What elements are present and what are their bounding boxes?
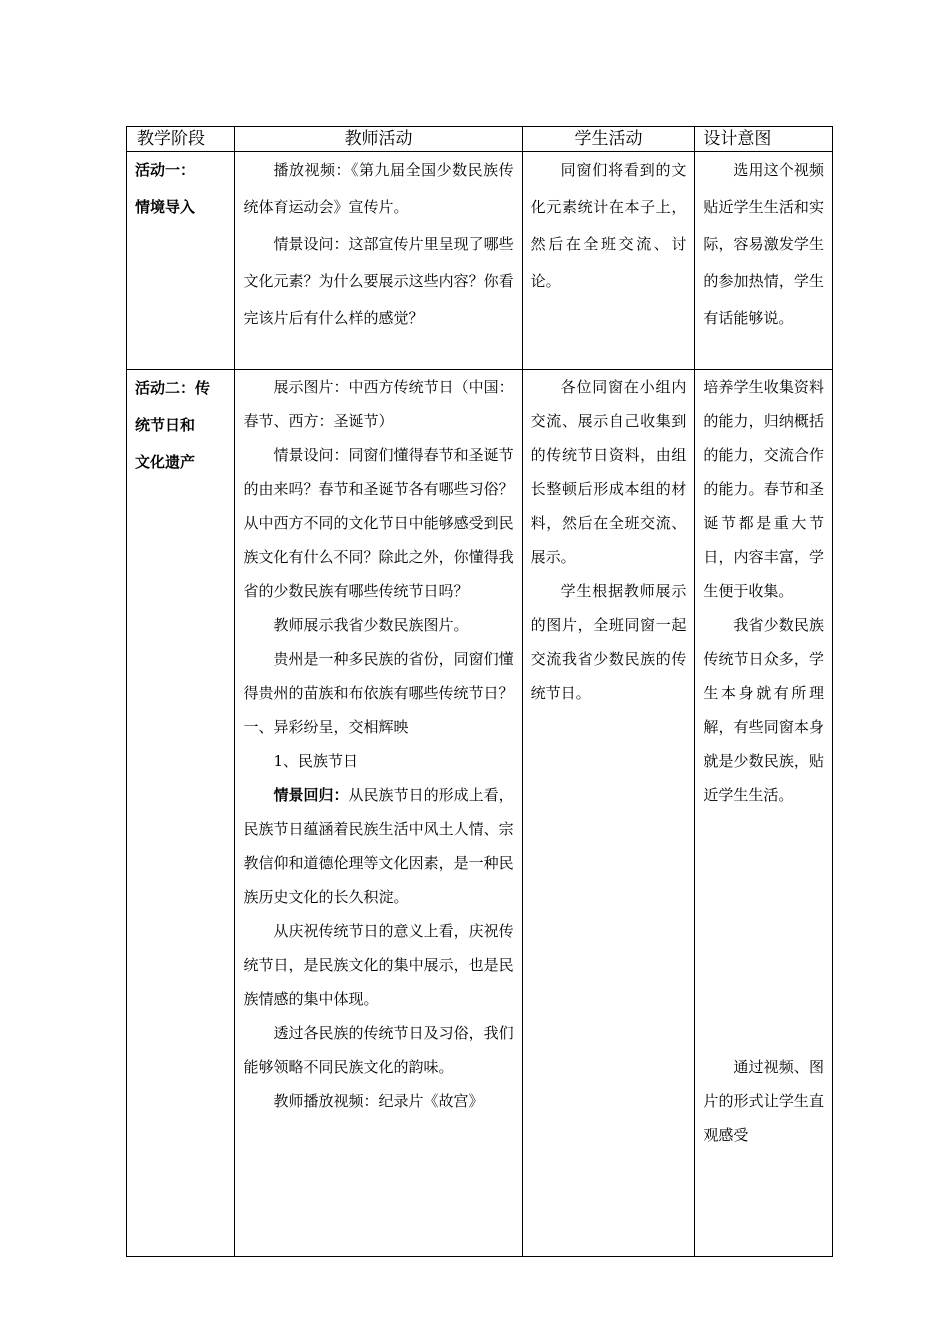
stage-line: 统节日和 — [135, 416, 196, 434]
header-design-intent: 设计意图 — [695, 127, 833, 152]
teacher-paragraph: 从庆祝传统节日的意义上看，庆祝传统节日，是民族文化的集中展示，也是民族情感的集中体现。 — [243, 922, 514, 1008]
scenario-text: 从民族节日的形成上看，民族节日蕴涵着民族生活中风土人情、宗教信仰和道德伦理等文化因素，是一种民族历史文化的长久积淀。 — [243, 786, 514, 906]
student-paragraph: 各位同窗在小组内交流、展示自己收集到的传统节日资料，由组长整顿后形成本组的材料，然后在全班交流、展示。 — [530, 378, 687, 566]
stage-line: 活动一： — [135, 161, 196, 179]
table-row — [127, 152, 833, 370]
stage-line: 文化遗产 — [135, 453, 196, 471]
teacher-paragraph: 展示图片：中西方传统节日（中国：春节、西方：圣诞节） — [243, 378, 514, 430]
stage-line: 情境导入 — [135, 198, 196, 216]
header-student-activity: 学生活动 — [522, 127, 695, 152]
stage-cell — [127, 370, 235, 1257]
teacher-paragraph: 教师展示我省少数民族图片。 — [273, 616, 469, 634]
lesson-plan-table — [126, 126, 833, 1257]
student-activity-cell — [522, 370, 695, 1257]
stage-line: 活动二：传 — [135, 379, 211, 397]
teacher-paragraph: 播放视频：《第九届全国少数民族传统体育运动会》宣传片。 — [243, 161, 514, 216]
stage-cell — [127, 152, 235, 370]
teacher-paragraph — [243, 778, 513, 914]
intent-paragraph: 选用这个视频贴近学生生活和实际，容易激发学生的参加热情，学生有话能够说。 — [703, 161, 824, 327]
table-row — [127, 370, 833, 1257]
design-intent-cell — [695, 152, 833, 370]
scenario-label: 情景回归： — [273, 786, 349, 804]
intent-paragraph: 通过视频、图片的形式让学生直观感受 — [703, 1058, 824, 1144]
header-teacher-activity: 教师活动 — [235, 127, 522, 152]
header-row — [127, 127, 833, 152]
teacher-paragraph: 情景设问：同窗们懂得春节和圣诞节的由来吗？春节和圣诞节各有哪些习俗？从中西方不同的文化节日中能够感受到民族文化有什么不同？除此之外，你懂得我省的少数民族有哪些传统节日吗？ — [243, 446, 514, 600]
subsection-heading: 1、民族节日 — [273, 752, 358, 770]
teacher-paragraph: 贵州是一种多民族的省份，同窗们懂得贵州的苗族和布依族有哪些传统节日？ — [243, 650, 514, 702]
teacher-activity-cell — [235, 152, 522, 370]
design-intent-cell — [695, 370, 833, 1257]
section-heading: 一、异彩纷呈，交相辉映 — [243, 718, 409, 736]
intent-paragraph: 培养学生收集资料的能力，归纳概括的能力，交流合作的能力。春节和圣诞节都是重大节日，内容丰富，学生便于收集。 — [703, 378, 824, 600]
student-activity-cell — [522, 152, 695, 370]
teacher-activity-cell — [235, 370, 522, 1257]
teacher-paragraph: 透过各民族的传统节日及习俗，我们能够领略不同民族文化的韵味。 — [243, 1024, 514, 1076]
student-paragraph: 同窗们将看到的文化元素统计在本子上，然后在全班交流、讨论。 — [530, 161, 687, 290]
student-paragraph: 学生根据教师展示的图片，全班同窗一起交流我省少数民族的传统节日。 — [530, 582, 687, 702]
header-stage: 教学阶段 — [127, 127, 235, 152]
intent-paragraph: 我省少数民族传统节日众多，学生本身就有所理解，有些同窗本身就是少数民族，贴近学生生活。 — [703, 616, 824, 804]
teacher-paragraph: 教师播放视频：纪录片《故宫》 — [273, 1092, 484, 1110]
teacher-paragraph: 情景设问：这部宣传片里呈现了哪些文化元素？为什么要展示这些内容？你看完该片后有什么样的感觉？ — [243, 235, 514, 327]
